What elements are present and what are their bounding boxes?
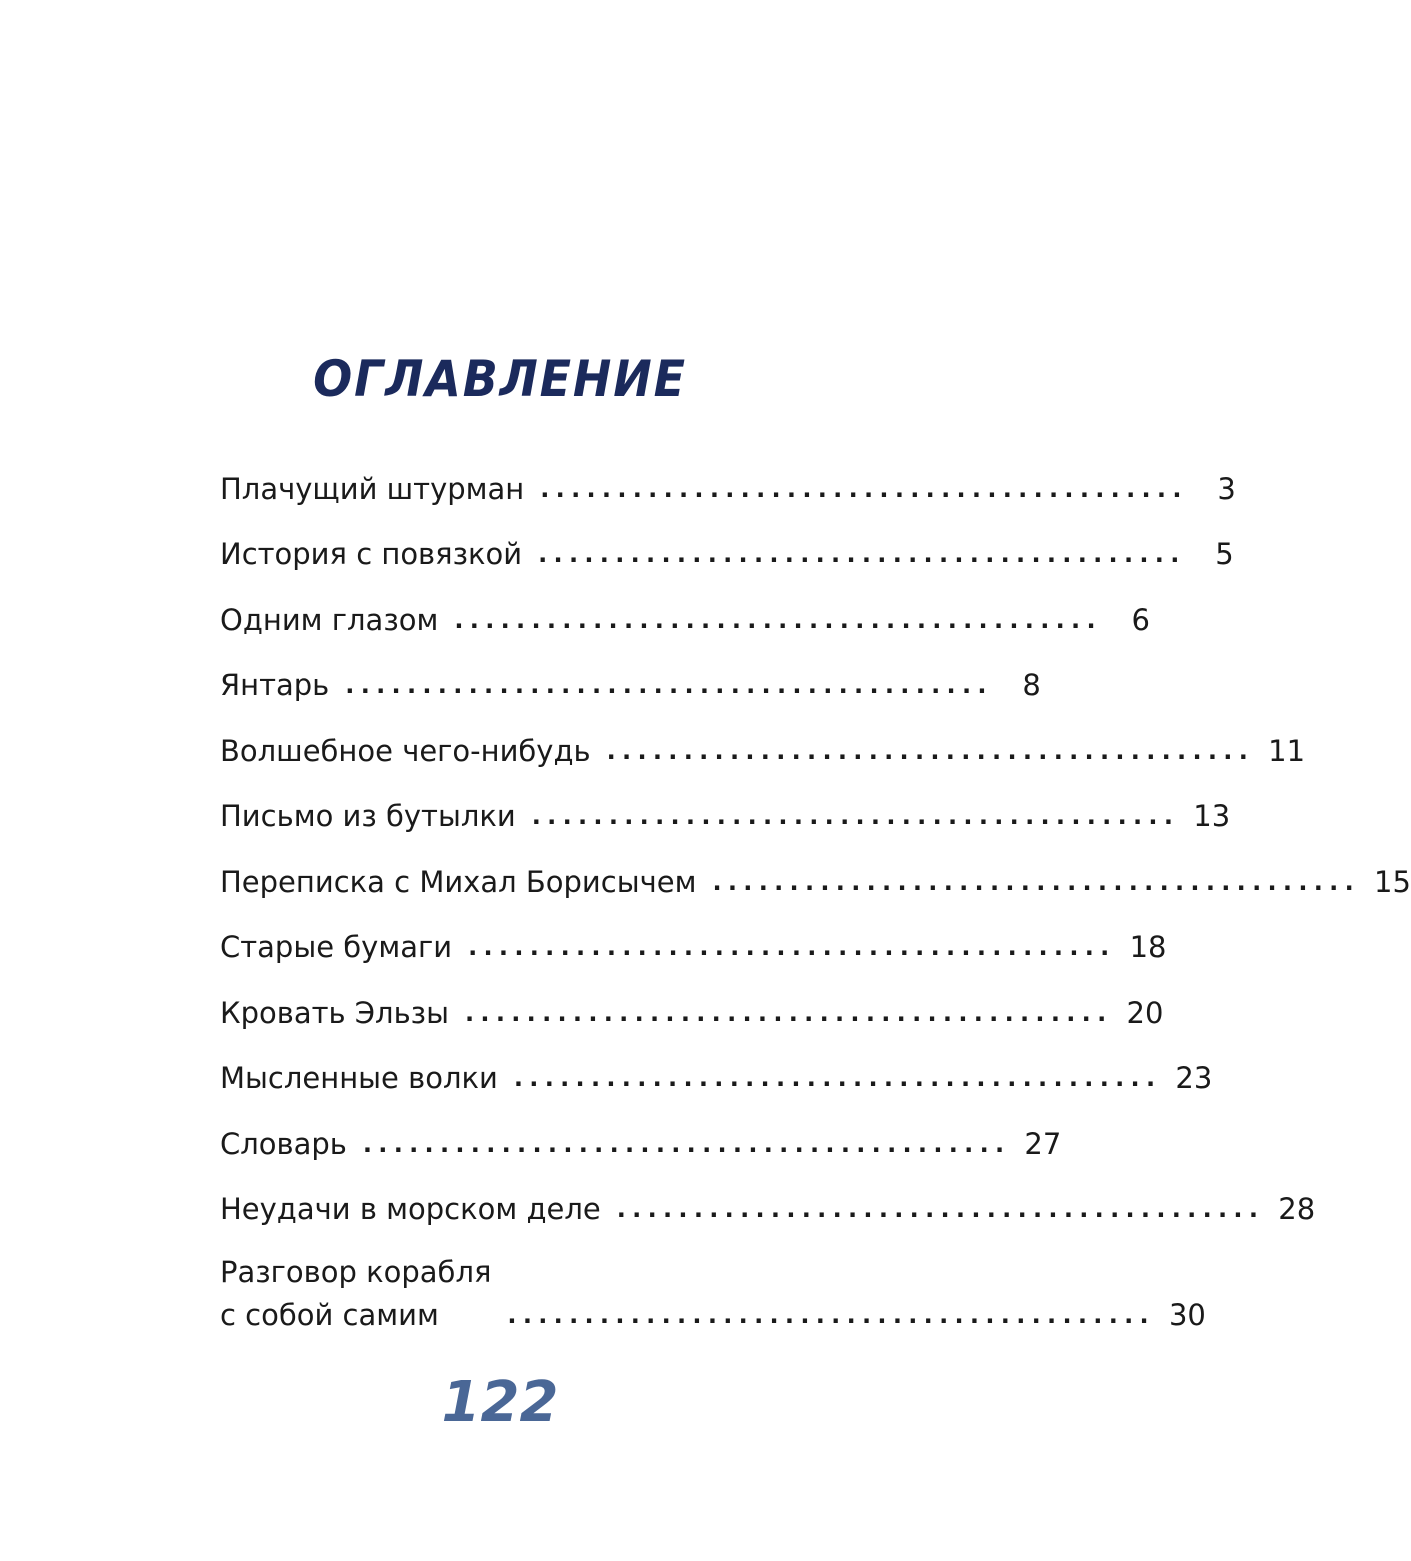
toc-entry-title: Словарь [220,1126,347,1161]
contents-heading: ОГЛАВЛЕНИЕ [313,350,687,408]
toc-entry [220,1100,1062,1166]
dot-leader: .......................................... [465,998,1113,1027]
table-of-contents [220,445,1411,1337]
dot-leader: .......................................... [616,1195,1265,1223]
toc-entry-page: 13 [1193,799,1231,833]
toc-entry [220,773,1231,839]
toc-entry-title: Письмо из бутылки [220,799,516,833]
dot-leader: .......................................... [531,802,1180,830]
dot-leader: .......................................... [507,1301,1155,1329]
toc-entry-page: 11 [1268,733,1306,768]
toc-entry-page: 8 [1022,668,1041,702]
toc-entry [220,642,1041,708]
toc-entry-page: 23 [1175,1061,1213,1095]
dot-leader: .......................................... [468,933,1116,961]
toc-entry-title: История с повязкой [220,537,523,571]
toc-entry-title: Плачущий штурман [220,471,525,506]
dot-leader: .......................................... [362,1129,1011,1158]
toc-entry-page: 20 [1126,995,1164,1030]
toc-entry-title: Старые бумаги [220,930,453,964]
toc-entry [220,1166,1316,1232]
toc-entry [220,445,1236,511]
dot-leader: .......................................... [540,474,1188,503]
dot-leader: .......................................... [712,867,1360,896]
toc-entry [220,1035,1213,1101]
toc-entry-title: Янтарь [220,668,330,702]
dot-leader: .......................................... [606,736,1255,765]
dot-leader: .......................................... [345,671,993,699]
toc-entry-title: Одним глазом [220,602,439,637]
dot-leader: .......................................... [513,1064,1162,1092]
toc-entry-page: 27 [1024,1126,1062,1161]
toc-entry-title: Кровать Эльзы [220,995,449,1030]
toc-entry-title: Переписка с Михал Борисычем [220,864,697,899]
toc-entry [220,904,1167,970]
toc-entry [220,969,1164,1035]
page-number: 122 [441,1370,559,1435]
toc-entry [220,707,1306,773]
toc-entry-title: Неудачи в морском деле [220,1192,601,1226]
toc-entry-title: Мысленные волки [220,1061,498,1095]
toc-entry-page: 3 [1217,471,1236,506]
toc-entry [220,576,1150,642]
toc-entry-page: 30 [1168,1298,1206,1332]
toc-entry-page: 6 [1131,602,1150,637]
toc-entry-page: 15 [1374,864,1411,899]
toc-entry-page: 5 [1215,537,1234,571]
toc-entry-page: 28 [1278,1192,1316,1226]
toc-entry-title: Волшебное чего-нибудь [220,733,591,768]
toc-entry [220,1231,1206,1337]
toc-entry-page: 18 [1129,930,1167,964]
toc-entry [220,511,1234,577]
toc-entry-title: Разговор корабля с собой самим [220,1255,492,1332]
toc-entry [220,838,1411,904]
dot-leader: .......................................... [538,540,1186,568]
dot-leader: .......................................... [454,605,1102,634]
